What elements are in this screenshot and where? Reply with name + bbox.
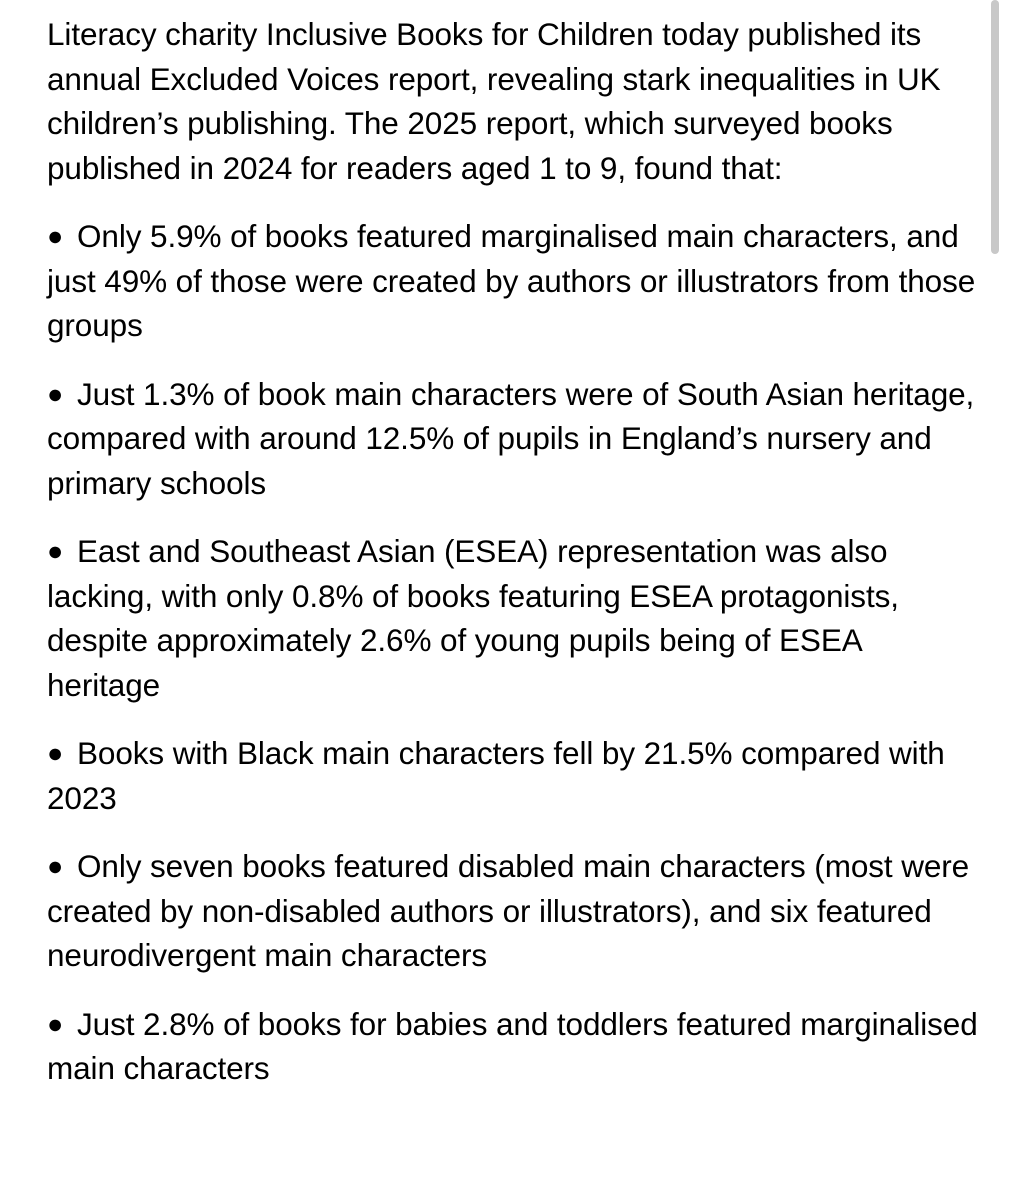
bullet-icon: ● bbox=[47, 738, 64, 768]
bullet-item bbox=[47, 1002, 982, 1091]
bullet-text: Just 2.8% of books for babies and toddlers featured marginalised main characters bbox=[47, 1005, 978, 1086]
bullet-item bbox=[47, 844, 982, 978]
bullet-item bbox=[47, 731, 982, 820]
bullet-text: Just 1.3% of book main characters were of South Asian heritage, compared with around 12.5% of pupils in England’s nursery and primary schools bbox=[47, 375, 975, 501]
bullet-icon: ● bbox=[47, 221, 64, 251]
bullet-text: Only 5.9% of books featured marginalised main characters, and just 49% of those were created by authors or illustrators from those groups bbox=[47, 218, 976, 343]
bullet-item bbox=[47, 529, 982, 707]
bullet-icon: ● bbox=[47, 1008, 64, 1039]
bullet-text: East and Southeast Asian (ESEA) representation was also lacking, with only 0.8% of books featuring ESEA protagonists, despite approximately 2.6% of young pupils being of ESEA heritage bbox=[47, 533, 899, 703]
bullet-text: Only seven books featured disabled main characters (most were created by non-disabled authors or illustrators), and six featured neurodivergent main characters bbox=[47, 848, 970, 973]
intro-paragraph: Literacy charity Inclusive Books for Children today published its annual Excluded Voices report, revealing stark inequalities in UK children’s publishing. The 2025 report, which surveyed books published in 2024 for readers aged 1 to 9, found that: bbox=[47, 16, 941, 186]
bullet-icon: ● bbox=[47, 378, 64, 409]
bullet-icon: ● bbox=[47, 851, 64, 881]
bullet-item bbox=[47, 214, 982, 348]
article-body bbox=[47, 12, 982, 1115]
bullet-item bbox=[47, 372, 982, 506]
vertical-scrollbar[interactable] bbox=[991, 0, 999, 254]
bullet-icon: ● bbox=[47, 536, 64, 566]
bullet-text: Books with Black main characters fell by 21.5% compared with 2023 bbox=[47, 735, 945, 816]
